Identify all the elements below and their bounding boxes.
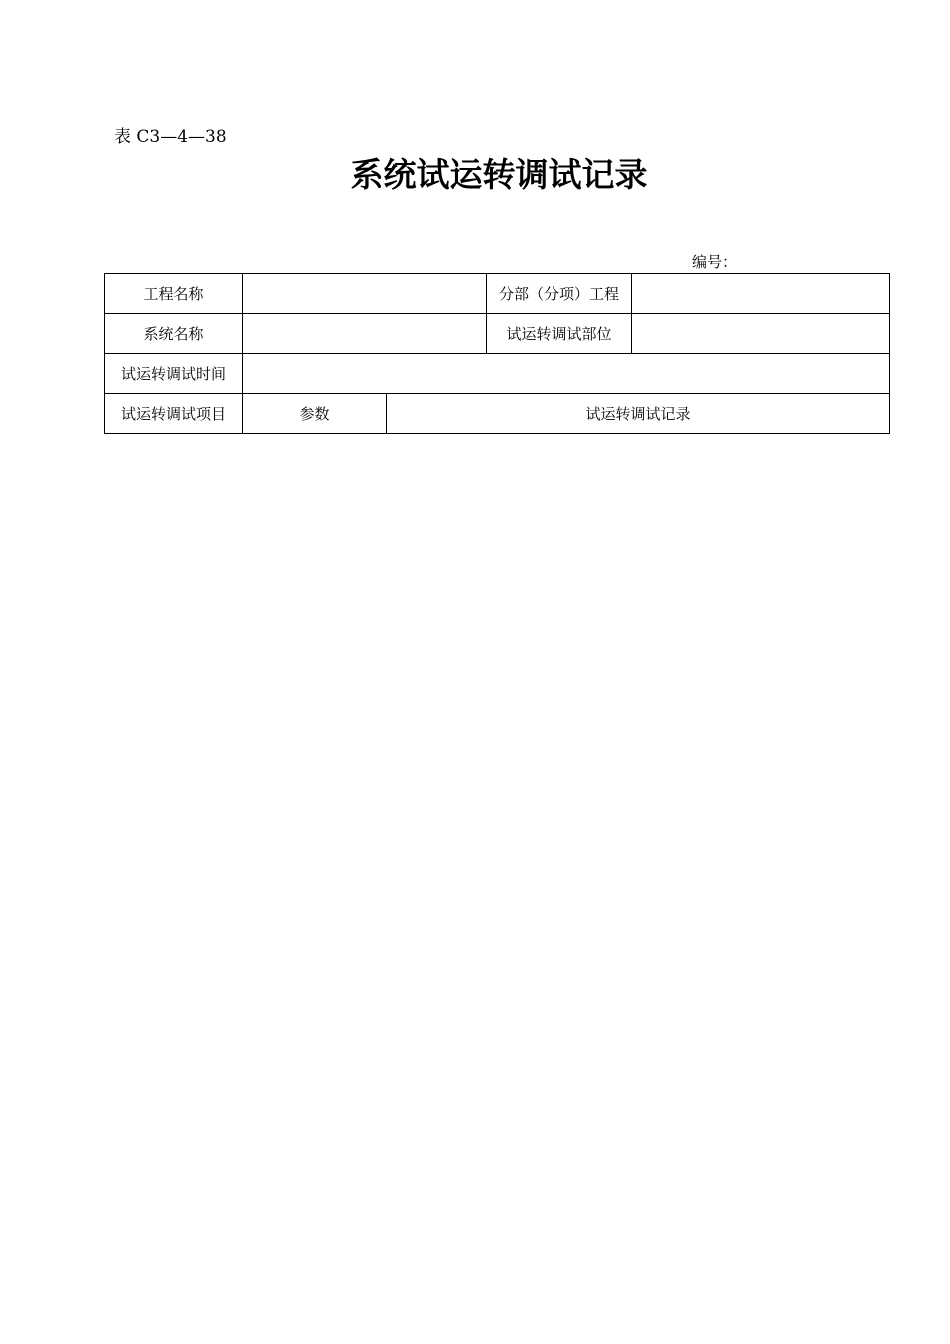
project-name-label: 工程名称 bbox=[105, 274, 243, 314]
page-title: 系统试运转调试记录 bbox=[350, 155, 648, 194]
header-test-item: 试运转调试项目 bbox=[105, 394, 243, 434]
record-header-row bbox=[105, 394, 890, 434]
division-field[interactable] bbox=[632, 274, 890, 314]
header-parameter: 参数 bbox=[243, 394, 387, 434]
test-time-field[interactable] bbox=[243, 354, 890, 394]
serial-number bbox=[692, 252, 777, 272]
project-row bbox=[105, 274, 890, 314]
division-label: 分部（分项）工程 bbox=[487, 274, 632, 314]
test-time-row bbox=[105, 354, 890, 394]
project-name-field[interactable] bbox=[243, 274, 487, 314]
serial-label: 编号： bbox=[692, 253, 738, 271]
system-name-label: 系统名称 bbox=[105, 314, 243, 354]
header-test-record: 试运转调试记录 bbox=[387, 394, 890, 434]
record-form-table bbox=[104, 273, 890, 434]
system-name-field[interactable] bbox=[243, 314, 487, 354]
system-row bbox=[105, 314, 890, 354]
form-code: 表 C3—4—38 bbox=[114, 127, 227, 147]
test-location-label: 试运转调试部位 bbox=[487, 314, 632, 354]
test-time-label: 试运转调试时间 bbox=[105, 354, 243, 394]
test-location-field[interactable] bbox=[632, 314, 890, 354]
